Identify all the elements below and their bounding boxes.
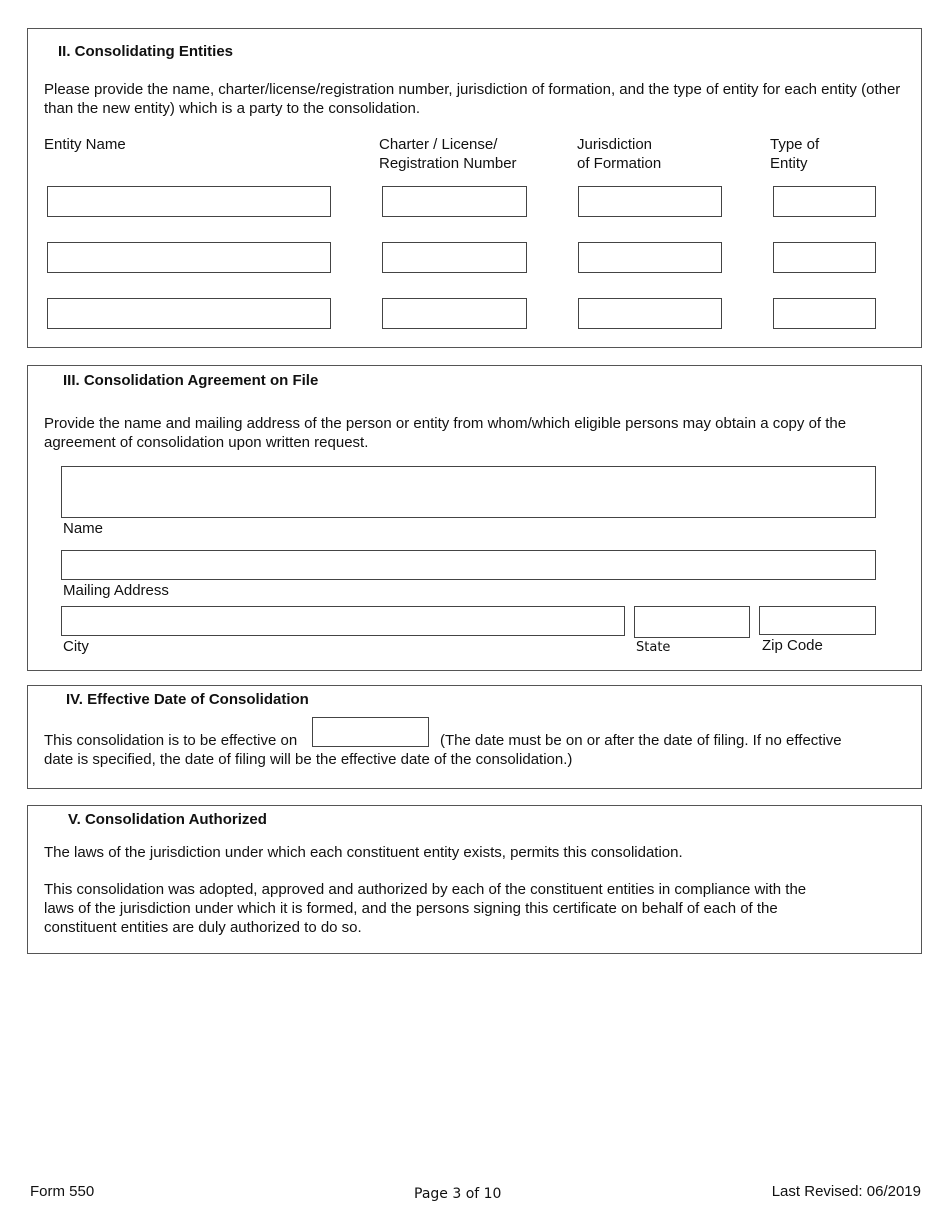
column-header-charter-number: [379, 135, 517, 173]
entity-type-input-1[interactable]: [773, 186, 876, 217]
authorized-paragraph-1: The laws of the jurisdiction under which each constituent entity exists, permits this consolidation.: [44, 844, 683, 861]
section-agreement-on-file: [27, 365, 922, 671]
column-header-jurisdiction-line1: Jurisdiction: [577, 136, 653, 153]
column-header-jurisdiction-line2: of Formation: [577, 155, 662, 172]
entity-name-input-1[interactable]: [47, 186, 331, 217]
form-number: Form 550: [30, 1183, 95, 1200]
jurisdiction-input-1[interactable]: [578, 186, 722, 217]
column-header-type-line2: Entity: [770, 155, 808, 172]
charter-number-input-2[interactable]: [382, 242, 527, 273]
jurisdiction-input-3[interactable]: [578, 298, 722, 329]
column-header-charter-line1: Charter / License/: [379, 136, 498, 153]
column-header-charter-line2: Registration Number: [379, 155, 517, 172]
state-label: State: [636, 640, 671, 655]
page-number: Page 3 of 10: [414, 1186, 502, 1202]
section-instructions: Provide the name and mailing address of the person or entity from whom/which eligible persons may obtain a copy of the agreement of consolidation upon written request.: [44, 415, 847, 451]
authorized-paragraph-2-line-3: constituent entities are duly authorized to do so.: [44, 919, 362, 936]
charter-number-input-3[interactable]: [382, 298, 527, 329]
section-instructions: Please provide the name, charter/license/registration number, jurisdiction of formation, and the type of entity for each entity (other than the new entity) which is a party to the consolidation.: [44, 81, 901, 117]
section-effective-date: [27, 685, 922, 789]
section-title: III. Consolidation Agreement on File: [63, 372, 319, 389]
authorized-paragraph-2: [44, 880, 806, 937]
zip-code-label: Zip Code: [762, 637, 823, 654]
entity-name-input-3[interactable]: [47, 298, 331, 329]
city-label: City: [63, 638, 89, 655]
city-input[interactable]: [61, 606, 625, 636]
section-consolidation-authorized: [27, 805, 922, 954]
column-header-entity-name: Entity Name: [44, 136, 126, 153]
jurisdiction-input-2[interactable]: [578, 242, 722, 273]
entity-type-input-2[interactable]: [773, 242, 876, 273]
effective-date-text-after: (The date must be on or after the date of filing. If no effective: [440, 732, 842, 749]
name-label: Name: [63, 520, 104, 537]
column-header-type-line1: Type of: [770, 136, 820, 153]
section-consolidating-entities: [27, 28, 922, 348]
state-input[interactable]: [634, 606, 750, 638]
authorized-paragraph-2-line-1: This consolidation was adopted, approved and authorized by each of the constituent entities in compliance with the: [44, 881, 807, 898]
authorized-paragraph-2-line-2: laws of the jurisdiction under which it is formed, and the persons signing this certificate on behalf of each of the: [44, 900, 778, 917]
entity-name-input-2[interactable]: [47, 242, 331, 273]
charter-number-input-1[interactable]: [382, 186, 527, 217]
effective-date-text-before: This consolidation is to be effective on: [44, 732, 298, 749]
effective-date-note: date is specified, the date of filing will be the effective date of the consolidation.): [44, 751, 573, 768]
mailing-address-input[interactable]: [61, 550, 876, 580]
last-revised: Last Revised: 06/2019: [771, 1183, 921, 1200]
effective-date-input[interactable]: [312, 717, 429, 747]
zip-code-input[interactable]: [759, 606, 876, 635]
agreement-name-input[interactable]: [61, 466, 876, 518]
column-header-jurisdiction: [577, 135, 661, 173]
section-title: IV. Effective Date of Consolidation: [66, 691, 309, 708]
section-title: V. Consolidation Authorized: [68, 811, 267, 828]
mailing-address-label: Mailing Address: [63, 582, 169, 599]
column-header-entity-type: [770, 135, 819, 173]
entity-type-input-3[interactable]: [773, 298, 876, 329]
section-title: II. Consolidating Entities: [58, 43, 234, 60]
